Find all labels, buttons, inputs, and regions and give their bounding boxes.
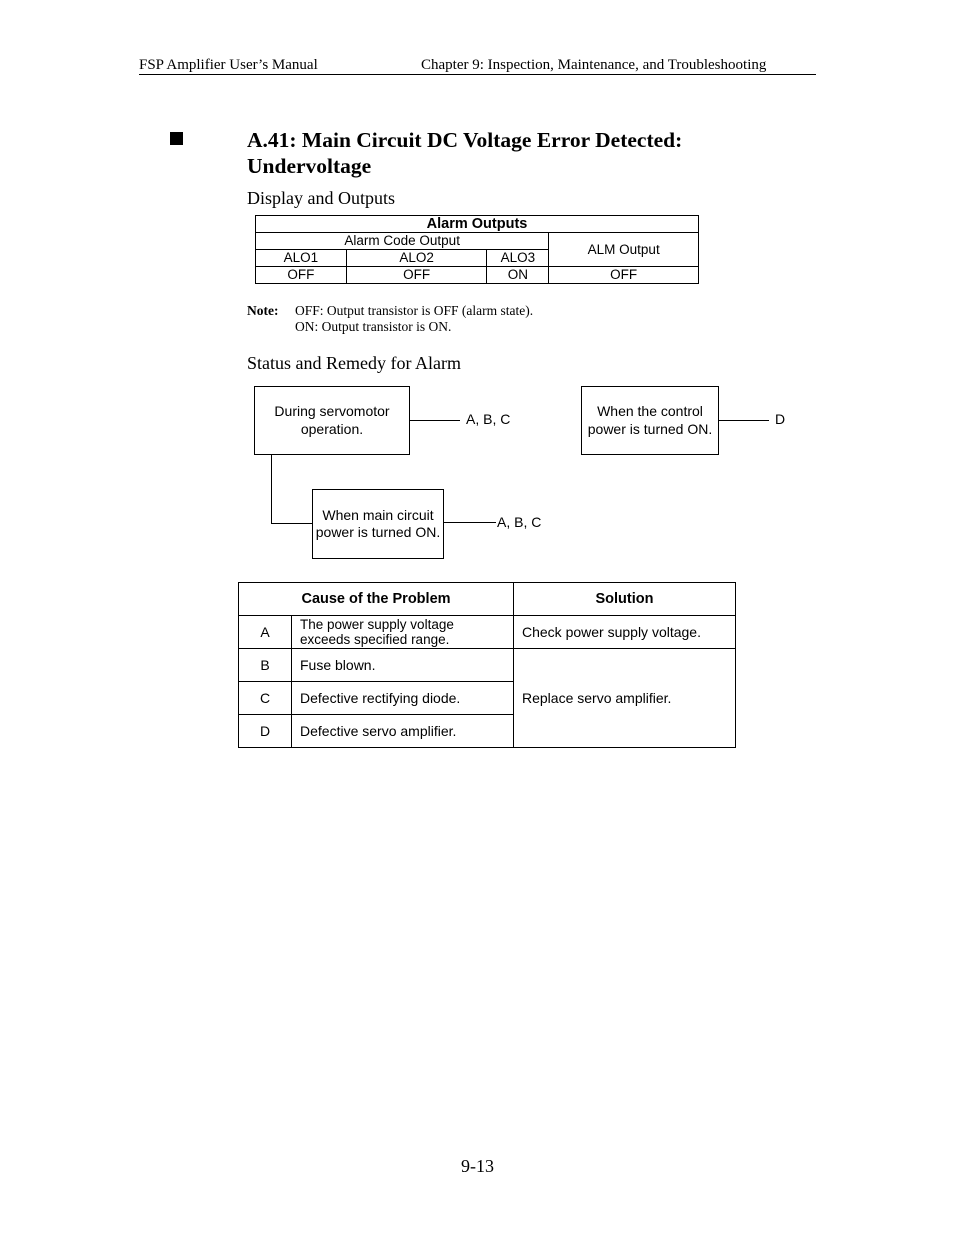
- cause-letter: B: [239, 649, 292, 682]
- status-remedy-heading: Status and Remedy for Alarm: [247, 353, 461, 373]
- flow-connector-horizontal: [271, 523, 312, 524]
- solution-text: Check power supply voltage.: [514, 616, 736, 649]
- flow-box2-causes: D: [775, 411, 786, 427]
- solution-text: Replace servo amplifier.: [514, 649, 736, 748]
- square-bullet-icon: [170, 132, 183, 145]
- cause-text: Fuse blown.: [292, 649, 514, 682]
- cause-header: Cause of the Problem: [239, 583, 514, 616]
- alo1-header: ALO1: [256, 250, 347, 267]
- flow-box-main-circuit-power-on-text: When main circuit power is turned ON.: [315, 506, 441, 540]
- flow-connector-vertical: [271, 455, 272, 524]
- flow-connector-box1: [410, 420, 460, 421]
- flow-box3-causes: A, B, C: [497, 514, 542, 530]
- note-line-on: ON: Output transistor is ON.: [295, 319, 452, 334]
- alo3-value: ON: [487, 267, 549, 284]
- alarm-outputs-table: [255, 215, 699, 284]
- display-outputs-heading: Display and Outputs: [247, 188, 395, 208]
- table-row: [239, 616, 736, 649]
- alm-output-label: ALM Output: [549, 233, 699, 267]
- alo3-header: ALO3: [487, 250, 549, 267]
- header-manual-title: FSP Amplifier User’s Manual: [139, 57, 318, 73]
- header-chapter-title: Chapter 9: Inspection, Maintenance, and Troubleshooting: [421, 57, 767, 73]
- flow-box-servomotor-operation: [254, 386, 410, 455]
- note-line-off: OFF: Output transistor is OFF (alarm state).: [295, 303, 534, 318]
- page-number: 9-13: [461, 1156, 494, 1176]
- table-row: [239, 649, 736, 682]
- note-label: Note:: [247, 303, 279, 318]
- cause-letter: D: [239, 715, 292, 748]
- flow-box-servomotor-operation-text: During servomotor operation.: [274, 403, 390, 437]
- flow-box-control-power-on: [581, 386, 719, 455]
- flow-connector-box3: [444, 522, 496, 523]
- header-rule: [139, 74, 816, 75]
- alarm-code-output-label: Alarm Code Output: [256, 233, 549, 250]
- flow-connector-box2: [719, 420, 769, 421]
- alo2-value: OFF: [346, 267, 487, 284]
- cause-text: Defective servo amplifier.: [292, 715, 514, 748]
- flow-box-main-circuit-power-on: [312, 489, 444, 559]
- cause-solution-table: [238, 582, 736, 748]
- alo1-value: OFF: [256, 267, 347, 284]
- flow-box-control-power-on-text: When the control power is turned ON.: [587, 403, 713, 437]
- cause-letter: C: [239, 682, 292, 715]
- cause-text: Defective rectifying diode.: [292, 682, 514, 715]
- alm-output-value: OFF: [549, 267, 699, 284]
- section-title: A.41: Main Circuit DC Voltage Error Detected: Undervoltage: [247, 128, 683, 178]
- solution-header: Solution: [514, 583, 736, 616]
- flow-box1-causes: A, B, C: [466, 411, 511, 427]
- alarm-outputs-title: Alarm Outputs: [256, 216, 699, 233]
- alo2-header: ALO2: [346, 250, 487, 267]
- cause-text: The power supply voltage exceeds specified range.: [292, 616, 514, 649]
- cause-letter: A: [239, 616, 292, 649]
